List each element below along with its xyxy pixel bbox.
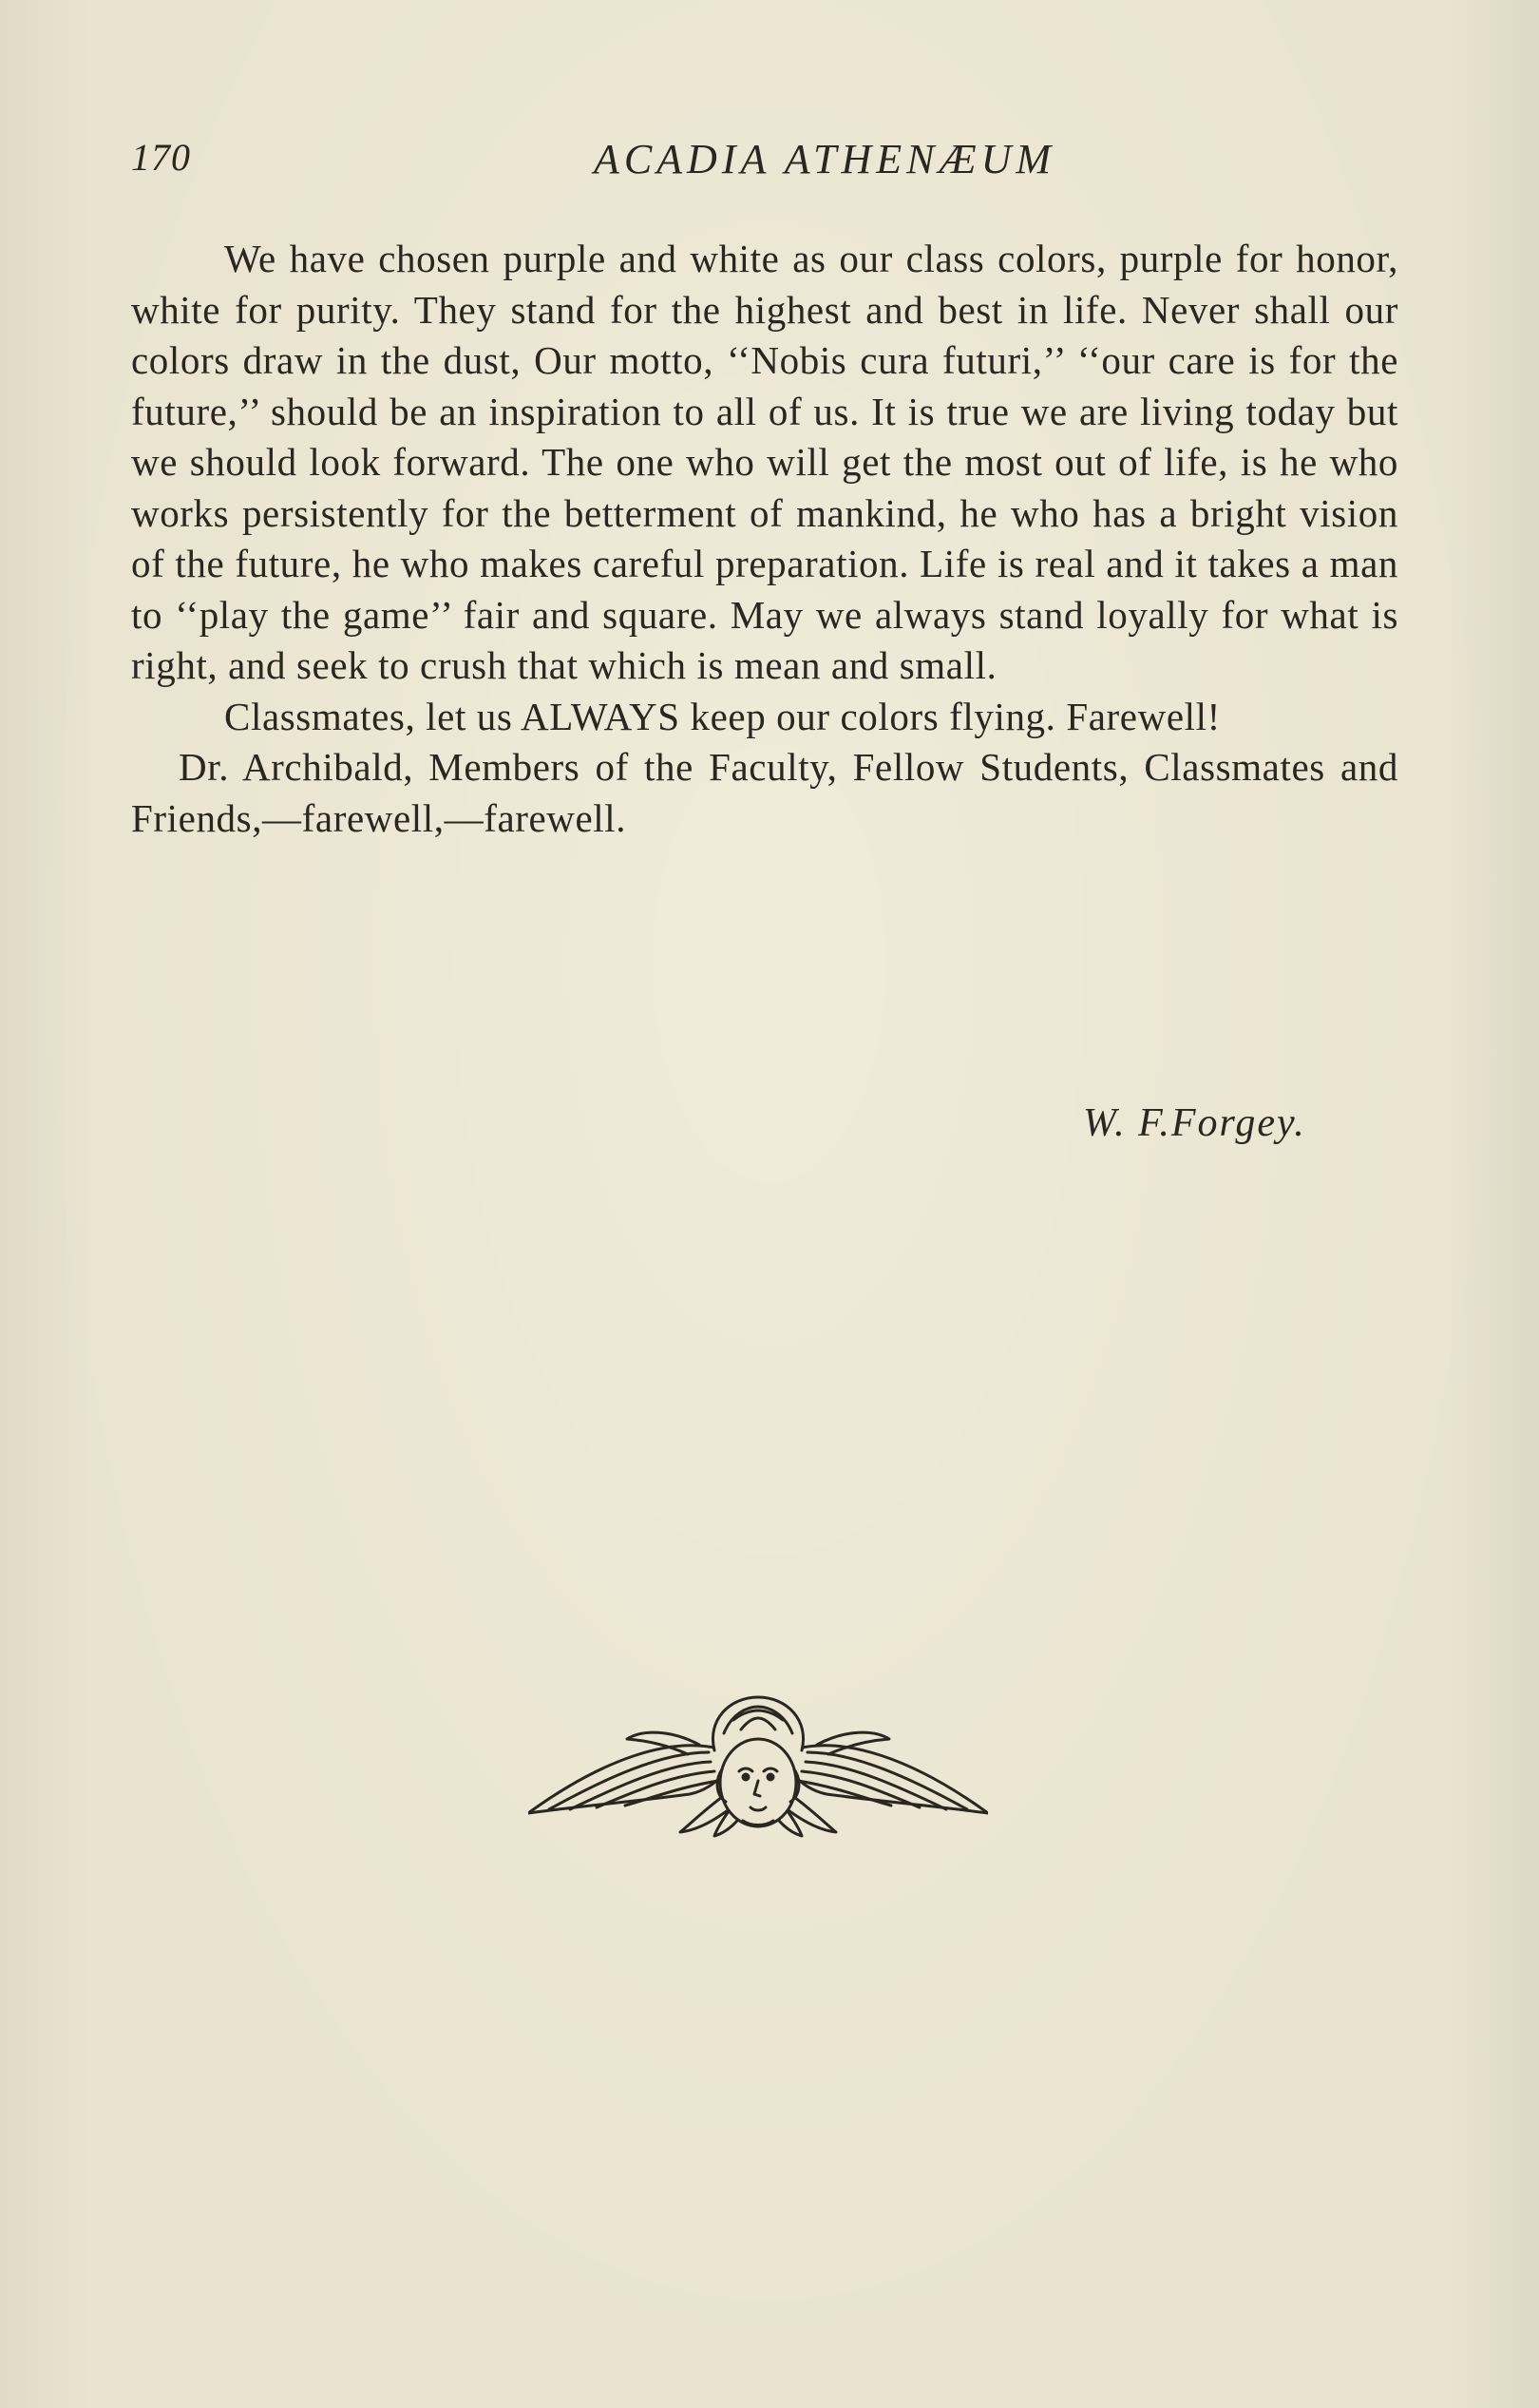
paragraph-farewell: Dr. Archibald, Members of the Faculty, Fellow Students, Classmates and Friends,—farewell,—farewell.: [131, 745, 1398, 840]
paragraph-class-colors: We have chosen purple and white as our class colors, purple for honor, white for purity. They stand for the highest and best in life. Never shall our colors draw in the dust, Our motto, ‘‘Nobis cura futuri,’’ ‘‘our care is for the future,’’ should be an inspiration to all of us. It is true we are living today but we should look forward. The one who will get the most out of life, is he who works persistently for the betterment of mankind, he who has a bright vision of the future, he who makes careful preparation. Life is real and it takes a man to ‘‘play the game’’ fair and square. May we always stand loyally for what is right, and seek to crush that which is mean and small.: [131, 237, 1398, 687]
running-header: [131, 135, 1404, 192]
author-signature: W. F.Forgey.: [1083, 1101, 1306, 1145]
paragraph-colors-flying: Classmates, let us ALWAYS keep our colors flying. Farewell!: [224, 694, 1221, 738]
winged-cherub-head-icon: [528, 1691, 988, 1844]
page-number: 170: [131, 136, 191, 179]
running-title: ACADIA ATHENÆUM: [593, 136, 1056, 182]
article-body: [131, 234, 1398, 844]
